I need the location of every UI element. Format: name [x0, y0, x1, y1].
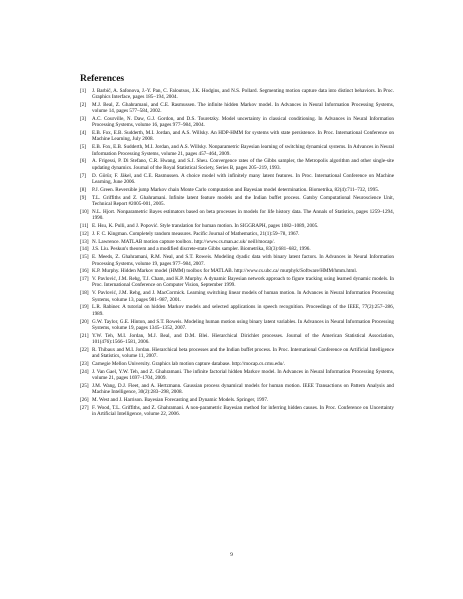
reference-number: [26]	[80, 396, 89, 403]
reference-text: Y.W. Teh, M.I. Jordan, M.J. Beal, and D.M. Blei. Hierarchical Dirichlet processes. Journal of the American Statistical Association, 101(476):1566–1581, 2006.	[92, 332, 394, 345]
reference-text: J.M. Wang, D.J. Fleet, and A. Hertzmann. Gaussian process dynamical models for human motion. IEEE Transactions on Pattern Analysis and Machine Intelligence, 30(2):283–298, 2008.	[92, 382, 394, 396]
reference-text: E.B. Fox, E.B. Sudderth, M.I. Jordan, and A.S. Willsky. Nonparametric Bayesian learning of switching dynamical systems. In Advances in Neural Information Processing Systems, volume 21, pages 457–464, 2009.	[92, 144, 394, 157]
reference-text: E. Meeds, Z. Ghahramani, R.M. Neal, and S.T. Roweis. Modeling dyadic data with binary latent factors. In Advances in Neural Information Processing Systems, volume 19, pages 977–984, 2007.	[92, 254, 394, 267]
reference-text: K.P. Murphy. Hidden Markov model (HMM) toolbox for MATLAB. http://www.cs.ubc.ca/ murphyk/Software/HMM/hmm.html.	[92, 268, 358, 275]
reference-text: M.J. Beal, Z. Ghahramani, and C.E. Rasmussen. The infinite hidden Markov model. In Advances in Neural Information Processing Systems, volume 14, pages 577–584, 2002.	[92, 102, 394, 115]
reference-text: J. Barbič, A. Safonova, J.-Y. Pan, C. Faloutsos, J.K. Hodgins, and N.S. Pollard. Segmenting motion capture data into distinct behaviors. In Proc. Graphics Interface, pages 185–194, 2004.	[92, 88, 394, 101]
reference-text: V. Pavlović, J.M. Rehg, and J. MacCormick. Learning switching linear models of human motion. In Advances in Neural Information Processing Systems, volume 13, pages 981–987, 2001.	[92, 290, 394, 303]
reference-text: L.R. Rabiner. A tutorial on hidden Markov models and selected applications in speech recognition. Proceedings of the IEEE, 77(2):257–286, 1989.	[92, 304, 394, 317]
reference-entry	[80, 187, 394, 193]
reference-entry	[80, 383, 394, 395]
reference-entry	[80, 276, 394, 288]
reference-entry	[80, 231, 394, 237]
reference-number: [7]	[80, 172, 86, 179]
reference-entry	[80, 102, 394, 114]
reference-text: Carnegie Mellon University. Graphics lab motion capture database. http://mocap.cs.cmu.edu/.	[92, 360, 285, 367]
reference-number: [18]	[80, 290, 89, 297]
reference-number: [13]	[80, 238, 89, 245]
reference-text: E. Hsu, K. Pulli, and J. Popović. Style translation for human motion. In SIGGRAPH, pages 1082–1089, 2005.	[92, 222, 319, 229]
reference-number: [17]	[80, 276, 89, 283]
reference-text: N. Lawrence. MATLAB motion capture toolbox. http://www.cs.man.ac.uk/ neill/mocap/.	[92, 238, 275, 245]
reference-text: A.C. Courville, N. Daw, G.J. Gordon, and D.S. Touretzky. Model uncertainty in classical conditioning. In Advances in Neural Information Processing Systems, volume 16, pages 977–984, 2004.	[92, 116, 394, 129]
reference-entry	[80, 195, 394, 207]
reference-entry	[80, 158, 394, 170]
reference-text: R. Thibaux and M.I. Jordan. Hierarchical beta processes and the Indian buffet process. In Proc. International Conference on Artificial Intelligence and Statistics, volume 11, 2007.	[92, 346, 394, 359]
reference-number: [6]	[80, 158, 86, 165]
reference-number: [27]	[80, 404, 89, 411]
reference-entry	[80, 319, 394, 331]
reference-number: [14]	[80, 246, 89, 253]
reference-text: E.B. Fox, E.B. Sudderth, M.I. Jordan, and A.S. Willsky. An HDP-HMM for systems with state persistence. In Proc. International Conference on Machine Learning, July 2008.	[92, 130, 394, 143]
reference-entry	[80, 304, 394, 316]
reference-text: V. Pavlović, J.M. Rehg, T.J. Cham, and K.P. Murphy. A dynamic Bayesian network approach to figure tracking using learned dynamic models. In Proc. International Conference on Computer Vision, September 1999.	[92, 276, 394, 289]
reference-entry	[80, 405, 394, 417]
reference-number: [12]	[80, 230, 89, 237]
reference-entry	[80, 369, 394, 381]
reference-entry	[80, 361, 394, 367]
reference-entry	[80, 347, 394, 359]
reference-text: T.L. Griffiths and Z. Ghahramani. Infinite latent feature models and the Indian buffet process. Gatsby Computational Neuroscience Unit, Technical Report #2005-001, 2005.	[92, 194, 394, 207]
page-number: 9	[230, 552, 233, 558]
reference-number: [15]	[80, 254, 89, 261]
reference-text: J.S. Liu. Peskun's theorem and a modified discrete-state Gibbs sampler. Biometrika, 83(3):681–682, 1996.	[92, 246, 311, 253]
reference-entry	[80, 246, 394, 252]
reference-number: [2]	[80, 102, 86, 109]
reference-number: [8]	[80, 186, 86, 193]
reference-text: D. Görür, F. Jäkel, and C.E. Rasmussen. A choice model with infinitely many latent features. In Proc. International Conference on Machine Learning, June 2006.	[92, 172, 394, 185]
reference-text: J. F. C. Kingman. Completely random measures. Pacific Journal of Mathematics, 21(1):59–78, 1967.	[92, 230, 300, 237]
reference-number: [9]	[80, 194, 86, 201]
reference-entry	[80, 116, 394, 128]
reference-entry	[80, 254, 394, 266]
reference-number: [19]	[80, 304, 89, 311]
reference-entry	[80, 144, 394, 156]
reference-number: [5]	[80, 144, 86, 151]
reference-number: [25]	[80, 382, 89, 389]
reference-entry	[80, 333, 394, 345]
reference-number: [3]	[80, 116, 86, 123]
reference-number: [11]	[80, 222, 89, 229]
reference-text: G.W. Taylor, G.E. Hinton, and S.T. Roweis. Modeling human motion using binary latent variables. In Advances in Neural Information Processing Systems, volume 19, pages 1345–1352, 2007.	[92, 318, 394, 331]
references-list	[80, 88, 394, 419]
reference-number: [21]	[80, 332, 89, 339]
reference-entry	[80, 173, 394, 185]
reference-text: J. Van Gael, Y.W. Teh, and Z. Ghahramani. The infinite factorial hidden Markov model. In Advances in Neural Information Processing Systems, volume 21, pages 1697–1704, 2009.	[92, 368, 394, 381]
reference-text: A. Frigessi, P. Di Stefano, C.R. Hwang, and S.J. Sheu. Convergence rates of the Gibbs sampler, the Metropolis algorithm and other single-site updating dynamics. Journal of the Royal Statistical Society, Series B, pages 205–219, 1993.	[92, 158, 394, 171]
reference-entry	[80, 290, 394, 302]
reference-entry	[80, 397, 394, 403]
reference-text: P.J. Green. Reversible jump Markov chain Monte Carlo computation and Bayesian model determination. Biometrika, 82(4):711–732, 1995.	[92, 186, 380, 193]
reference-entry	[80, 209, 394, 221]
reference-text: F. Wood, T.L. Griffiths, and Z. Ghahramani. A non-parametric Bayesian method for inferring hidden causes. In Proc. Conference on Uncertainty in Artificial Intelligence, volume 22, 2006.	[92, 404, 394, 418]
reference-number: [20]	[80, 318, 89, 325]
reference-entry	[80, 268, 394, 274]
references-heading: References	[80, 74, 125, 84]
reference-number: [22]	[80, 346, 89, 353]
reference-number: [16]	[80, 268, 89, 275]
reference-number: [10]	[80, 208, 89, 215]
reference-entry	[80, 130, 394, 142]
reference-number: [24]	[80, 368, 89, 375]
reference-number: [4]	[80, 130, 86, 137]
reference-text: N.L. Hjort. Nonparametric Bayes estimators based on beta processes in models for life history data. The Annals of Statistics, pages 1259–1294, 1990.	[92, 208, 394, 221]
reference-number: [23]	[80, 360, 89, 367]
reference-text: M. West and J. Harrison. Bayesian Forecasting and Dynamic Models. Springer, 1997.	[92, 396, 269, 403]
reference-entry	[80, 223, 394, 229]
reference-entry	[80, 239, 394, 245]
reference-number: [1]	[80, 88, 86, 94]
reference-entry	[80, 88, 394, 100]
